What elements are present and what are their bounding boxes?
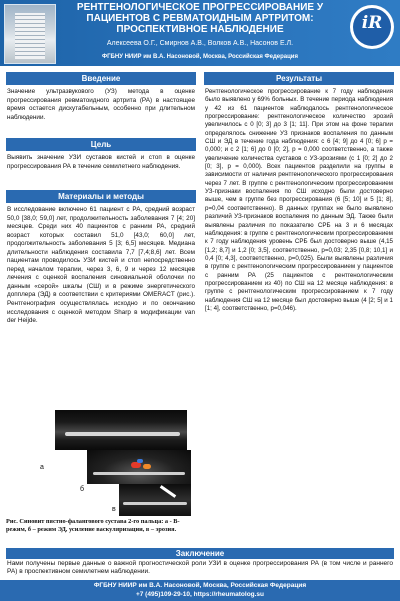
conclusion-heading: Заключение bbox=[6, 548, 394, 559]
results-heading: Результаты bbox=[204, 72, 394, 85]
figure-label-a: а bbox=[40, 464, 44, 471]
erosion-arrow bbox=[160, 485, 176, 498]
building-facade bbox=[15, 13, 45, 59]
conclusion-text: Нами получены первые данные о важной прогностической роли УЗИ в оценке прогрессирования РА (в том числе и раннего РА) в проспективном семилетнем наблюдении. bbox=[7, 560, 393, 575]
footer-organization: ФГБНУ НИИР им В.А. Насоновой, Москва, Российская Федерация bbox=[93, 582, 307, 589]
ultrasound-image-b-mode bbox=[55, 410, 187, 450]
ultrasound-figure bbox=[55, 410, 191, 516]
aim-text: Выявить значение УЗИ суставов кистей и стоп в оценке прогрессирования РА в течение семилетнего наблюдения. bbox=[7, 154, 195, 170]
doppler-signal bbox=[143, 464, 151, 469]
poster-header bbox=[0, 0, 400, 66]
poster-authors: Алексеева О.Г., Смирнов А.В., Волков А.В., Насонов Е.Л. bbox=[106, 40, 294, 47]
figure-caption: Рис. Синовит пястно-фалангового сустава 2-го пальца: а - В-режим, б – режим ЭД, усиление васкуляризации, в – эрозия. bbox=[6, 518, 180, 533]
footer-contacts: +7 (495)109-29-10, https://rheumatolog.su bbox=[135, 591, 265, 598]
poster-title: РЕНТГЕНОЛОГИЧЕСКОЕ ПРОГРЕССИРОВАНИЕ У ПАЦИЕНТОВ С РЕВМАТОИДНЫМ АРТРИТОМ: ПРОСПЕКТИВНОЕ НАБЛЮДЕНИЕ bbox=[76, 2, 324, 35]
bone-contour bbox=[65, 432, 180, 436]
logo-mark: iR bbox=[361, 13, 383, 33]
figure-label-b: б bbox=[80, 486, 85, 493]
results-text: Рентгенологическое прогрессирование к 7 году наблюдения было выявлено у 69% больных. В течение периода наблюдения у 42 из 61 пациентов наблюдалось рентгенологическое прогрессирование: рентгенологическое количество эрозий увеличилось с 0 [0; 3] до 3 [1; 11]. При этом на фоне терапии определялось снижение УЗ признаков воспаления по данным СШ и ЭД в течение года наблюдения: с 6 [4; 9] до 4 [0; 6] р = 0,000; и с 2 [1; 6] до 0 [0; 2], р = 0,000 соответственно, а также увеличение количества суставов с УЗ-эрозиями (с 1 [0; 2] до 2 [0; 3], р = 0,000). Всех пациентов разделили на группы в зависимости от наличия рентгенологического прогрессирования через 7 лет. В группе с рентгенологическим прогрессированием УЗ-признаки воспаления по СШ исходно были достоверно выше, чем в группе без прогрессирования (6 [5; 10] и 5 [1; 8], р=0,04 соответственно). В данных группах не было выявлено различий УЗ-признаков воспаления по данным ЭД. Также были выявлены различия по показателю СРБ на 3 и 6 месяцах наблюдения: в группе с рентгенологическим прогрессированием к 7 году наблюдения уровень СРБ был достоверно выше (4,15 [1,2; 8,7] и 1,2 [0; 3,5], соответственно, р=0,03; 2,35 [0,8; 10,1] и 0,4 [0; 4,3], соответственно, р=0,025). Были выявлены различия в группе с рентгенологическим прогрессированием у пациентов с ранним РА (25 пациентов с рентгенологическим прогрессированием из 40) по СШ на 12 месяце наблюдения: в группе с рентгенологическим прогрессированием к 7 году наблюдения СШ на 12 месяце был достоверно выше (4 [2; 5] и 1 [1; 4], соответственно, р=0,046). bbox=[205, 88, 393, 312]
aim-heading: Цель bbox=[6, 138, 196, 151]
poster-footer bbox=[0, 580, 400, 601]
poster-organization: ФГБНУ НИИР им В.А. Насоновой, Москва, Российская Федерация bbox=[102, 54, 298, 60]
methods-heading: Материалы и методы bbox=[6, 190, 196, 203]
doppler-signal bbox=[137, 459, 143, 463]
intro-heading: Введение bbox=[6, 72, 196, 85]
intro-text: Значение ультразвукового (УЗ) метода в оценке прогрессирования ревматоидного артрита (РА) в настоящее время остается дискутабельным, особенно при длительном наблюдении. bbox=[7, 88, 195, 121]
ultrasound-image-erosion bbox=[119, 484, 191, 516]
figure-label-c: в bbox=[112, 506, 116, 513]
institute-logo bbox=[350, 5, 394, 49]
ultrasound-image-power-doppler bbox=[87, 450, 191, 484]
institute-building-photo bbox=[4, 4, 56, 64]
bone-contour bbox=[123, 502, 187, 505]
bone-contour bbox=[93, 472, 185, 475]
methods-text: В исследование включено 61 пациент с РА, средний возраст 50,0 [38,0; 59,0] лет, продолжительность заболевания 7 [4; 20] месяцев. Среди них 40 пациентов с ранним РА, средний возраст которых составил 51,0 [43,0; 60,0] лет, продолжительность заболевания 5 [3; 6,5] месяцев. Медиана длительности наблюдения составила 7,7 [7,4;8,6] лет. Всем пациентам проводилось УЗИ кистей и стоп непосредственно перед началом терапии, через 3, 6, 9 и через 12 месяцев лечения с оценкой воспаления синовиальной оболочки по данным «серой» шкалы (СШ) и в режиме энергетического допплера (ЭД) в соответствии с критериями OMERACT (рис.). Рентгенография осуществлялась исходно и по окончанию исследования с оценкой методом Sharp в модификации van der Heijde. bbox=[7, 206, 195, 325]
